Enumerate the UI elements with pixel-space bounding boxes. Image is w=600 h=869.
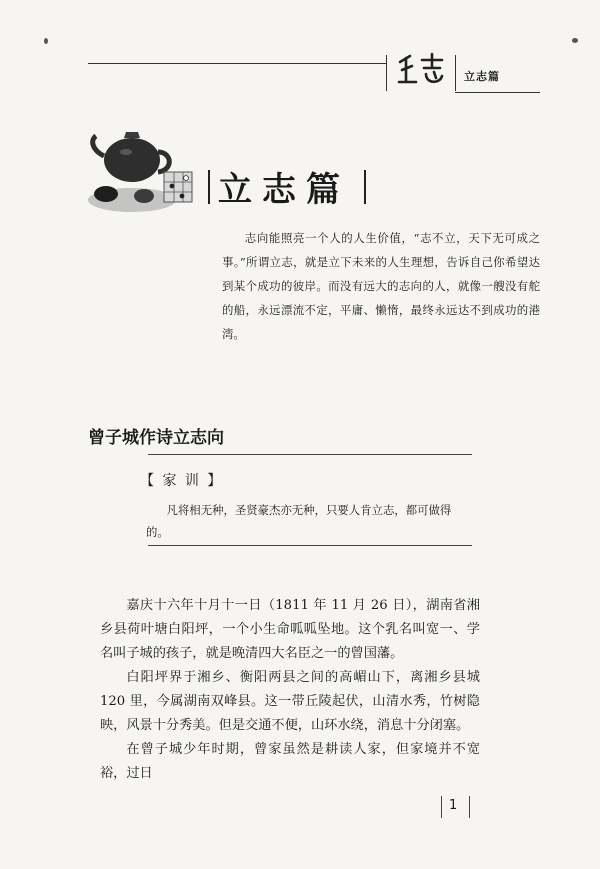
body-paragraph: 嘉庆十六年十月十一日（1811 年 11 月 26 日），湖南省湘乡县荷叶塘白阳坪，一个小生命呱呱坠地。这个乳名叫宽一、学名叫子城的孩子，就是晚清四大名臣之一的曾国藩。	[100, 598, 480, 661]
header-logo	[396, 50, 452, 94]
chapter-title: 立志篇	[218, 170, 350, 210]
body-paragraph: 在曾子城少年时期，曾家虽然是耕读人家，但家境并不宽裕，过日	[100, 742, 480, 781]
header-divider-right	[455, 55, 456, 91]
title-bar-right	[364, 170, 366, 204]
header-rule-right	[455, 92, 540, 93]
header-rule	[88, 63, 386, 64]
header-divider	[386, 55, 387, 91]
body-text	[100, 594, 480, 786]
body-paragraph: 白阳坪界于湘乡、衡阳两县之间的高嵋山下，离湘乡县城 120 里，今属湖南双峰县。这一带丘陵起伏，山清水秀，竹树隐映，风景十分秀美。但是交通不便，山环水绕，消息十分闭塞。	[100, 670, 480, 733]
section-title: 曾子城作诗立志向	[88, 428, 224, 448]
seal-logo-icon	[396, 50, 452, 90]
header-section-label: 立志篇	[464, 70, 500, 83]
page-number: 1	[449, 798, 458, 813]
motto-bottom-rule	[148, 545, 472, 546]
title-bar-left	[208, 170, 210, 204]
chapter-intro: 志向能照亮一个人的人生价值，“志不立，天下无可成之事。”所谓立志，就是立下未来的人生理想，告诉自己你希望达到某个成功的彼岸。而没有远大的志向的人，就像一艘没有舵的船，永远漂流不定，平庸、懒惰，最终永远达不到成功的港湾。	[222, 231, 540, 341]
teapot-illustration	[86, 126, 198, 220]
footer-bar-right	[469, 796, 470, 818]
family-motto: 凡将相无种，圣贤豪杰亦无种，只要人肯立志，都可做得的。	[146, 503, 452, 539]
teapot-icon	[86, 126, 198, 216]
motto-top-rule	[148, 454, 472, 455]
scan-speck	[44, 38, 48, 44]
jiaxun-label: 【 家 训 】	[140, 473, 224, 489]
scan-speck	[572, 38, 578, 43]
footer-bar-left	[441, 796, 442, 818]
